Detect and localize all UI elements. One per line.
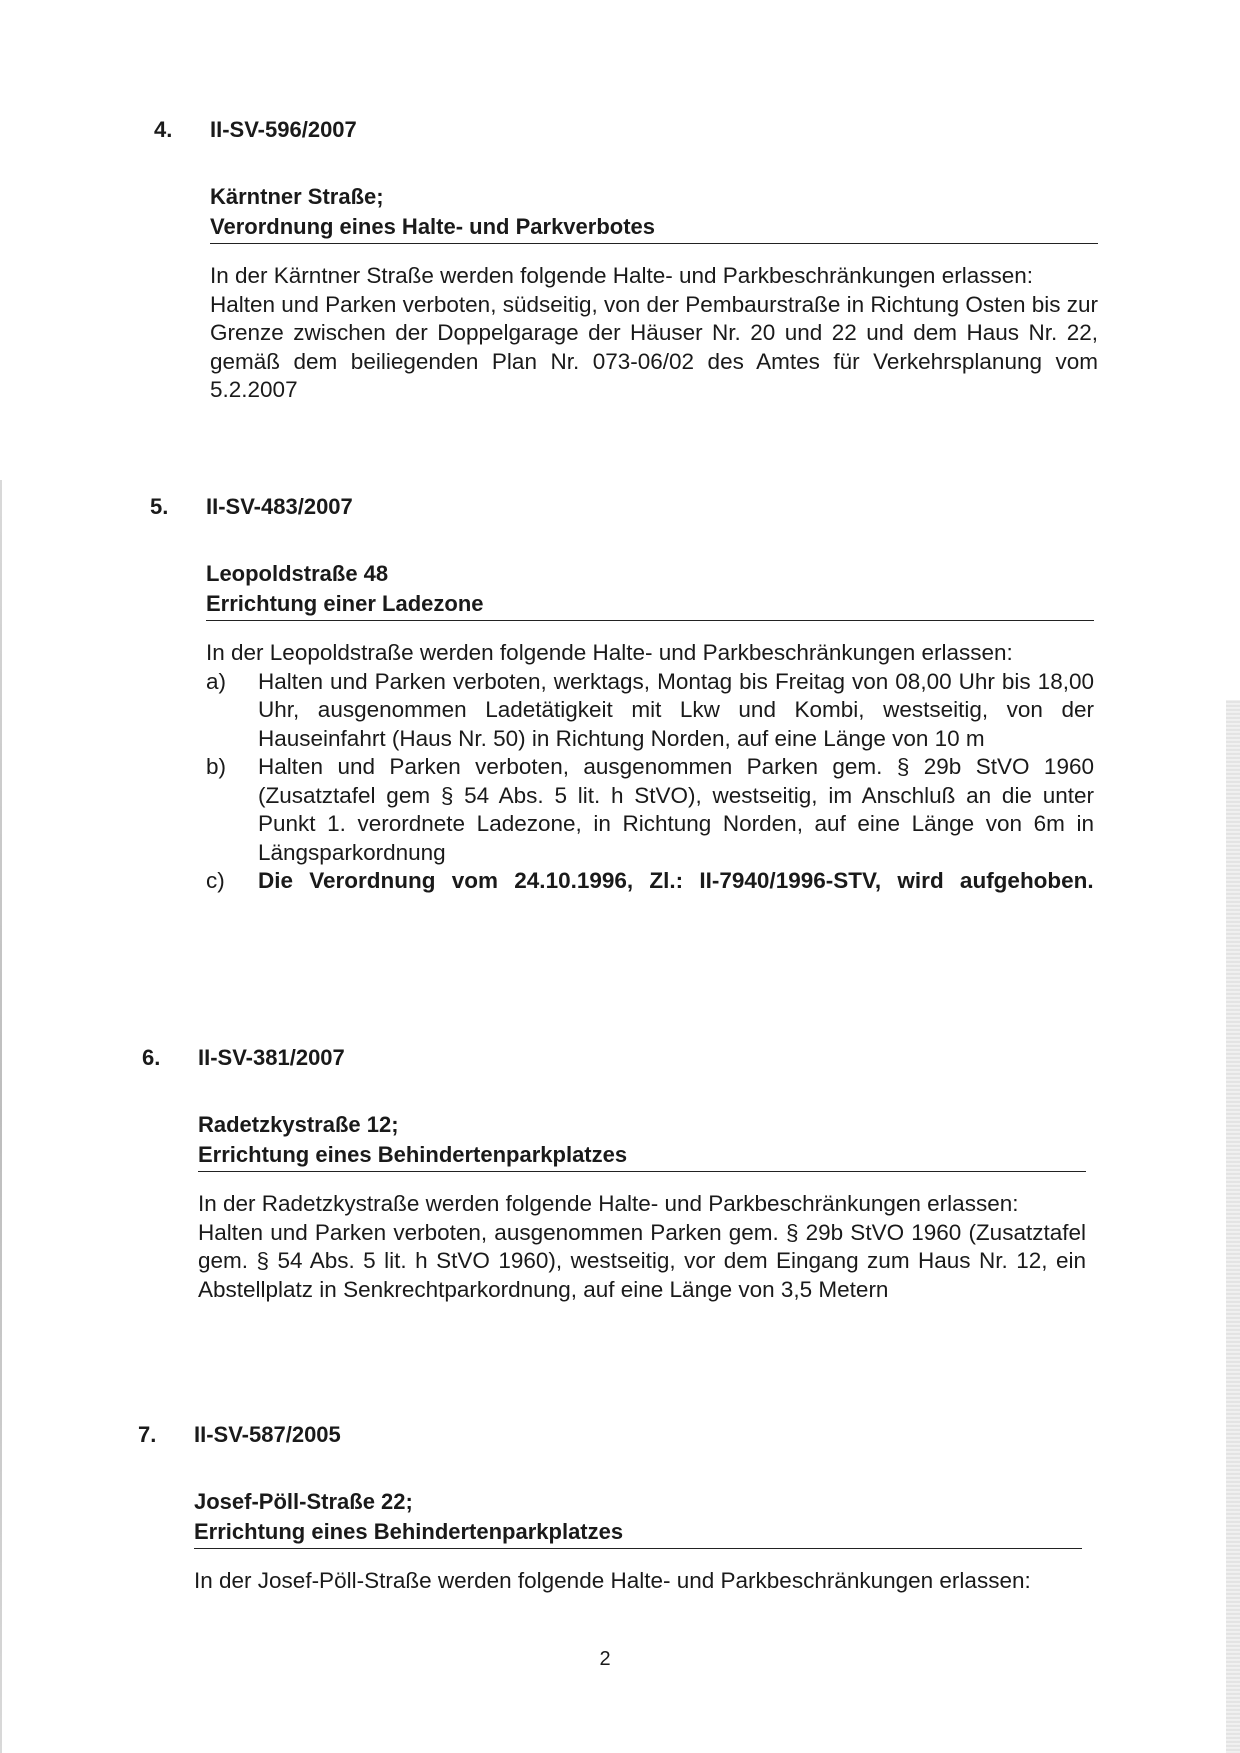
section-title-line1: Radetzkystraße 12; xyxy=(198,1112,399,1137)
section-intro: In der Radetzkystraße werden folgende Halte- und Parkbeschränkungen erlassen: xyxy=(198,1191,1019,1216)
section-number: 5. xyxy=(150,494,169,519)
list-item-text: Halten und Parken verboten, werktags, Montag bis Freitag von 08,00 Uhr bis 18,00 Uhr, ausgenommen Ladetätigkeit mit Lkw und Kombi, westseitig, von der Hauseinfahrt (Haus Nr. 50) in Richtung Norden, auf eine Länge von 10 m xyxy=(258,668,1094,751)
section-number: 4. xyxy=(154,117,173,142)
section-body xyxy=(210,262,1098,405)
scan-edge-left xyxy=(0,480,2,1753)
section-body xyxy=(194,1567,1082,1596)
section-title xyxy=(194,1487,1082,1549)
list-item-text: Halten und Parken verboten, ausgenommen Parken gem. § 29b StVO 1960 (Zusatztafel gem § 54 Abs. 5 lit. h StVO), westseitig, im Anschluß an die unter Punkt 1. verordnete Ladezone, in Richtung Norden, auf eine Länge von 6m in Längsparkordnung xyxy=(258,754,1094,865)
section-number: 7. xyxy=(138,1422,157,1447)
page-number: 2 xyxy=(599,1648,611,1670)
section-4 xyxy=(154,114,1098,405)
section-7 xyxy=(138,1419,1082,1596)
section-title-line2: Errichtung eines Behindertenparkplatzes xyxy=(198,1142,628,1167)
section-title-line1: Leopoldstraße 48 xyxy=(206,561,389,586)
list-item-label: c) xyxy=(206,868,225,893)
section-text: Halten und Parken verboten, ausgenommen Parken gem. § 29b StVO 1960 (Zusatztafel gem. § 54 Abs. 5 lit. h StVO 1960), westseitig, vor dem Eingang zum Haus Nr. 12, ein Abstellplatz in Senkrechtparkordnung, auf eine Länge von 3,5 Metern xyxy=(198,1219,1086,1302)
section-title-line2: Errichtung einer Ladezone xyxy=(206,591,484,616)
list-item-a xyxy=(206,668,1094,754)
section-intro: In der Kärntner Straße werden folgende Halte- und Parkbeschränkungen erlassen: xyxy=(210,263,1033,288)
section-code: II-SV-596/2007 xyxy=(210,117,357,142)
section-title-line1: Kärntner Straße; xyxy=(210,184,384,209)
list-item-label: b) xyxy=(206,754,227,779)
list-item-b xyxy=(206,753,1094,867)
section-code: II-SV-483/2007 xyxy=(206,494,353,519)
scan-edge-right xyxy=(1226,700,1240,1753)
list-item-text: Die Verordnung vom 24.10.1996, Zl.: II-7940/1996-STV, wird aufgehoben. xyxy=(258,868,1094,893)
section-title xyxy=(198,1110,1086,1172)
section-intro: In der Josef-Pöll-Straße werden folgende Halte- und Parkbeschränkungen erlassen: xyxy=(194,1568,1031,1593)
section-title-line1: Josef-Pöll-Straße 22; xyxy=(194,1489,413,1514)
section-6 xyxy=(142,1042,1086,1304)
section-body xyxy=(198,1190,1086,1304)
section-code: II-SV-587/2005 xyxy=(194,1422,341,1447)
section-header xyxy=(150,491,1094,523)
section-header xyxy=(142,1042,1086,1074)
section-code: II-SV-381/2007 xyxy=(198,1045,345,1070)
section-title xyxy=(206,559,1094,621)
section-title-line2: Verordnung eines Halte- und Parkverbotes xyxy=(210,214,656,239)
section-5 xyxy=(150,491,1094,896)
section-body xyxy=(206,639,1094,896)
section-number: 6. xyxy=(142,1045,161,1070)
section-title xyxy=(210,182,1098,244)
section-text: Halten und Parken verboten, südseitig, von der Pembaurstraße in Richtung Osten bis zur Grenze zwischen der Doppelgarage der Häuser Nr. 20 und 22 und dem Haus Nr. 22, gemäß dem beiliegenden Plan Nr. 073-06/02 des Amtes für Verkehrsplanung vom 5.2.2007 xyxy=(210,291,1098,402)
list-item-c xyxy=(206,867,1094,896)
section-header xyxy=(154,114,1098,146)
section-header xyxy=(138,1419,1082,1451)
section-title-line2: Errichtung eines Behindertenparkplatzes xyxy=(194,1519,624,1544)
section-intro: In der Leopoldstraße werden folgende Halte- und Parkbeschränkungen erlassen: xyxy=(206,640,1013,665)
list-item-label: a) xyxy=(206,668,227,694)
